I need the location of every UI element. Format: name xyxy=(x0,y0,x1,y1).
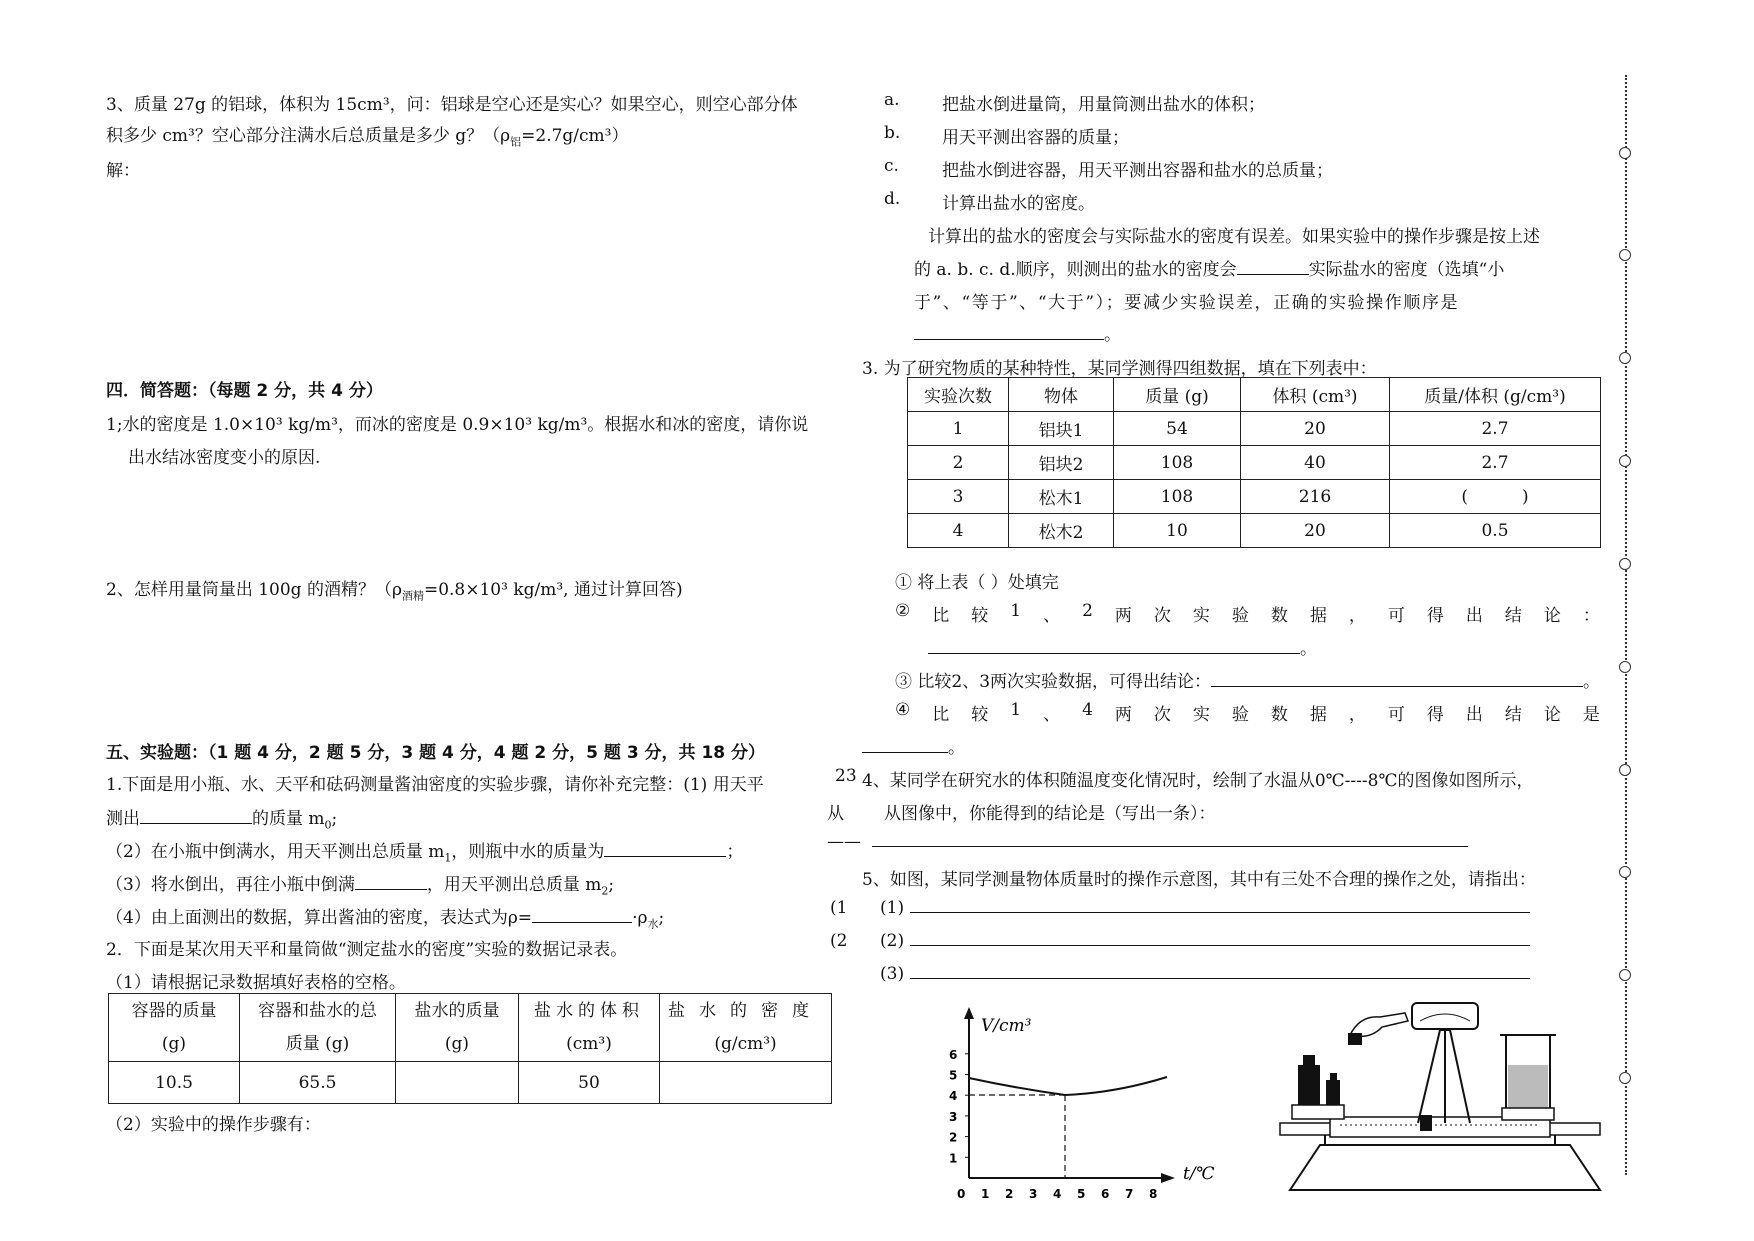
spread-char: 验 xyxy=(1231,606,1249,626)
table1-header-container-mass: 容器的质量 (g) xyxy=(109,994,240,1062)
s5-q2-line2: （1）请根据记录数据填好表格的空格。 xyxy=(106,973,406,993)
q5-blank-3[interactable]: (3) xyxy=(880,964,1530,984)
table1-header-brine-volume: 盐水的体积 (cm³) xyxy=(519,994,660,1062)
y-tick-label: 3 xyxy=(949,1109,958,1124)
error-line1: 计算出的盐水的密度会与实际盐水的密度有误差。如果实验中的操作步骤是按上述 xyxy=(928,227,1540,247)
q5-stray2: (2 xyxy=(830,931,848,951)
table2-cell: 4 xyxy=(908,514,1009,548)
spread-char: 次 xyxy=(1153,606,1171,626)
q5-stray1: (1 xyxy=(830,898,848,918)
s4-q1-line2: 出水结冰密度变小的原因. xyxy=(128,448,321,468)
spread-char: 得 xyxy=(1426,606,1444,626)
spread-char: ， xyxy=(1348,705,1366,725)
step-a: 把盐水倒进量筒，用量筒测出盐水的体积； xyxy=(942,95,1265,115)
table2-cell: 松木1 xyxy=(1009,480,1114,514)
spread-char: ， xyxy=(1348,606,1366,626)
spread-char: 2 xyxy=(1082,601,1093,621)
spread-char: 两 xyxy=(1114,705,1132,725)
q3-answer-label: 解： xyxy=(106,161,140,181)
spread-char: 验 xyxy=(1231,705,1249,725)
spread-char: 数 xyxy=(1270,705,1288,725)
table2-cell-blank[interactable]: ( ) xyxy=(1390,480,1601,514)
conclusion-3: ③ 比较2、3两次实验数据，可得出结论： 。 xyxy=(895,672,1601,692)
table2-header: 实验次数 xyxy=(908,378,1009,412)
spread-char: ② xyxy=(895,601,911,621)
table1-cell: 50 xyxy=(519,1062,660,1104)
binding-hole xyxy=(1619,455,1631,467)
error-line2: 的 a. b. c. d.顺序，则测出的盐水的密度会 实际盐水的密度（选填“小 xyxy=(914,260,1505,280)
spread-char: 可 xyxy=(1387,705,1405,725)
x-tick-label: 5 xyxy=(1077,1187,1086,1201)
s5-q1-line2: 测出 的质量 $m_0$; xyxy=(106,809,338,832)
table2-cell: 10 xyxy=(1114,514,1241,548)
x-axis-label: t/℃ xyxy=(1183,1164,1215,1184)
s5-q2-line1: 2．下面是某次用天平和量筒做“测定盐水的密度”实验的数据记录表。 xyxy=(106,940,628,960)
x-tick-label: 8 xyxy=(1149,1187,1158,1201)
binding-hole xyxy=(1619,249,1631,261)
held-weight-icon xyxy=(1348,1033,1362,1045)
spread-char: 出 xyxy=(1465,606,1483,626)
s4-q2: 2、怎样用量筒量出 100g 的酒精？（$\rho_{酒精}=0.8\times 10^3$ kg/m³, 通过计算回答) xyxy=(106,580,683,603)
weight-small-icon xyxy=(1326,1080,1340,1105)
table2-cell: 54 xyxy=(1114,412,1241,446)
spread-char: 实 xyxy=(1192,606,1210,626)
spread-char: 得 xyxy=(1426,705,1444,725)
x-tick-label: 3 xyxy=(1029,1187,1038,1201)
y-tick-label: 1 xyxy=(949,1151,958,1166)
left-pan-icon xyxy=(1292,1105,1344,1119)
y-axis-label: V/cm³ xyxy=(981,1016,1032,1036)
binding-hole xyxy=(1619,147,1631,159)
s5-q1-step4: （4）由上面测出的数据，算出酱油的密度，表达式为$\rho= \cdot\rho_水$; xyxy=(106,908,665,931)
table1-header-total-mass: 容器和盐水的总 质量 (g) xyxy=(240,994,396,1062)
spread-char: 实 xyxy=(1192,705,1210,725)
spread-char: 是 xyxy=(1582,705,1600,725)
spread-char: 论 xyxy=(1543,606,1561,626)
brine-data-table xyxy=(108,993,832,1104)
table2-cell: 1 xyxy=(908,412,1009,446)
spread-char: ④ xyxy=(895,700,911,720)
hand-icon xyxy=(1350,1013,1408,1036)
binding-hole xyxy=(1619,661,1631,673)
x-axis-arrow xyxy=(1161,1173,1175,1183)
spread-char: 较 xyxy=(971,606,989,626)
spread-char: 比 xyxy=(932,705,950,725)
q3-line2: 积多少 cm³？空心部分注满水后总质量是多少 g？$(\rho_铝=2.7g/cm^3)$ xyxy=(106,126,629,149)
y-tick-label: 2 xyxy=(949,1130,958,1145)
error-line4: 。 xyxy=(914,320,1121,345)
table2-cell: 2.7 xyxy=(1390,446,1601,480)
binding-hole xyxy=(1619,1072,1631,1084)
spread-char: 4 xyxy=(1082,700,1093,720)
density-data-table xyxy=(907,377,1601,548)
spread-char: 出 xyxy=(1465,705,1483,725)
step-d: 计算出盐水的密度。 xyxy=(942,194,1095,214)
s5-q2-steps: （2）实验中的操作步骤有： xyxy=(106,1115,321,1135)
spread-char: 、 xyxy=(1043,606,1061,626)
x-tick-label: 0 xyxy=(957,1187,966,1201)
binding-hole xyxy=(1619,352,1631,364)
table2-header: 质量/体积 (g/cm³) xyxy=(1390,378,1601,412)
spread-char: ： xyxy=(1582,606,1600,626)
volume-curve xyxy=(969,1077,1167,1095)
section-5-title: 五、实验题：（1 题 4 分，2 题 5 分，3 题 4 分，4 题 2 分，5 题 3 分，共 18 分） xyxy=(106,743,766,763)
table1-cell[interactable] xyxy=(396,1062,519,1104)
q5-blank-1[interactable]: (1) xyxy=(880,898,1530,918)
spread-char: 论 xyxy=(1543,705,1561,725)
table1-header-brine-density: 盐水的密度 (g/cm³) xyxy=(660,994,832,1062)
weight-large-icon xyxy=(1298,1065,1320,1105)
table1-header-brine-mass: 盐水的质量 (g) xyxy=(396,994,519,1062)
spread-char: 次 xyxy=(1153,705,1171,725)
table2-cell: 铝块1 xyxy=(1009,412,1114,446)
spread-char: 数 xyxy=(1270,606,1288,626)
volume-temperature-graph xyxy=(935,1003,1240,1203)
conclusion-2-blank: 。 xyxy=(928,634,1317,659)
binding-hole xyxy=(1619,558,1631,570)
spread-char: 两 xyxy=(1114,606,1132,626)
q4-line1: 4、某同学在研究水的体积随温度变化情况时，绘制了水温从0℃----8℃的图像如图所示， xyxy=(862,771,1534,791)
x-tick-label: 6 xyxy=(1101,1187,1110,1201)
spread-char: 1 xyxy=(1010,601,1022,621)
spread-char: 可 xyxy=(1387,606,1405,626)
table2-header: 物体 xyxy=(1009,378,1114,412)
table2-cell: 2.7 xyxy=(1390,412,1601,446)
spread-char: 较 xyxy=(971,705,989,725)
error-line3: 于”、“等于”、“大于”）；要减少实验误差，正确的实验操作顺序是 xyxy=(914,293,1460,313)
binding-hole xyxy=(1619,764,1631,776)
x-tick-label: 1 xyxy=(981,1187,990,1201)
q5-blank-2[interactable]: (2) xyxy=(880,931,1530,951)
table2-cell: 铝块2 xyxy=(1009,446,1114,480)
binding-hole xyxy=(1619,969,1631,981)
s5-q1-step2: （2）在小瓶中倒满水，用天平测出总质量 $m_1$，则瓶中水的质量为 ； xyxy=(106,842,744,865)
q5-line: 5、如图，某同学测量物体质量时的操作示意图，其中有三处不合理的操作之处，请指出： xyxy=(862,870,1536,890)
conclusion-4-blank: 。 xyxy=(862,733,965,758)
conclusion-4 xyxy=(895,700,1600,725)
section-4-title: 四．简答题：（每题 2 分，共 4 分） xyxy=(106,381,383,401)
s5-q1-line1: 1.下面是用小瓶、水、天平和砝码测量酱油密度的实验步骤，请你补充完整：(1) 用天平 xyxy=(106,775,764,795)
table1-cell[interactable] xyxy=(660,1062,832,1104)
step-d-label: d. xyxy=(884,189,901,209)
s5-q1-step3: （3）将水倒出，再往小瓶中倒满 ，用天平测出总质量 $m_2$; xyxy=(106,875,615,898)
step-b-label: b. xyxy=(884,123,901,143)
balance-illustration xyxy=(1270,995,1610,1195)
x-tick-label: 4 xyxy=(1053,1187,1062,1201)
scale-dial-icon xyxy=(1412,1003,1478,1029)
table2-cell: 20 xyxy=(1241,514,1390,548)
q3-intro: 3. 为了研究物质的某种特性，某同学测得四组数据，填在下列表中： xyxy=(862,359,1377,379)
binding-line xyxy=(1625,75,1627,1175)
table2-cell: 2 xyxy=(908,446,1009,480)
step-c: 把盐水倒进容器，用天平测出容器和盐水的总质量； xyxy=(942,161,1333,181)
conclusion-1: ① 将上表（ ）处填完 xyxy=(895,573,1059,593)
step-c-label: c. xyxy=(884,156,899,176)
table2-cell: 216 xyxy=(1241,480,1390,514)
binding-hole xyxy=(1619,866,1631,878)
q4-prefix: 23 xyxy=(835,766,857,786)
table2-cell: 40 xyxy=(1241,446,1390,480)
spread-char: 结 xyxy=(1504,606,1522,626)
table2-cell: 0.5 xyxy=(1390,514,1601,548)
table2-cell: 108 xyxy=(1114,480,1241,514)
rider-weight-icon xyxy=(1420,1115,1432,1131)
table2-header: 质量 (g) xyxy=(1114,378,1241,412)
spread-char: 据 xyxy=(1309,705,1327,725)
spread-char: 据 xyxy=(1309,606,1327,626)
q4-answer-blank[interactable] xyxy=(872,846,1468,847)
y-axis-arrow xyxy=(964,1007,974,1019)
y-tick-label: 4 xyxy=(949,1089,958,1104)
q4-stray2: —— xyxy=(827,832,861,852)
q3-line1: 3、质量 27g 的铝球，体积为 15cm³，问：铝球是空心还是实心？如果空心，则空心部分体 xyxy=(106,95,798,115)
q4-stray: 从 xyxy=(827,804,844,824)
spread-char: 结 xyxy=(1504,705,1522,725)
y-tick-label: 6 xyxy=(949,1047,958,1062)
balance-base-icon xyxy=(1290,1145,1600,1190)
table2-cell: 20 xyxy=(1241,412,1390,446)
x-tick-label: 7 xyxy=(1125,1187,1134,1201)
table2-header: 体积 (cm³) xyxy=(1241,378,1390,412)
step-b: 用天平测出容器的质量； xyxy=(942,128,1129,148)
q4-line2: 从图像中，你能得到的结论是（写出一条）： xyxy=(884,804,1216,824)
spread-char: 比 xyxy=(932,606,950,626)
spread-char: 1 xyxy=(1010,700,1022,720)
y-tick-label: 5 xyxy=(949,1068,958,1083)
conclusion-2 xyxy=(895,601,1600,626)
table1-cell: 10.5 xyxy=(109,1062,240,1104)
table2-cell: 108 xyxy=(1114,446,1241,480)
table1-cell: 65.5 xyxy=(240,1062,396,1104)
table2-cell: 3 xyxy=(908,480,1009,514)
step-a-label: a. xyxy=(884,90,900,110)
x-tick-label: 2 xyxy=(1005,1187,1014,1201)
spread-char: 、 xyxy=(1043,705,1061,725)
s4-q1-line1: 1;水的密度是 1.0×10³ kg/m³，而冰的密度是 0.9×10³ kg/m³。根据水和冰的密度，请你说 xyxy=(106,415,809,435)
table2-cell: 松木2 xyxy=(1009,514,1114,548)
beaker-liquid-icon xyxy=(1508,1065,1548,1108)
